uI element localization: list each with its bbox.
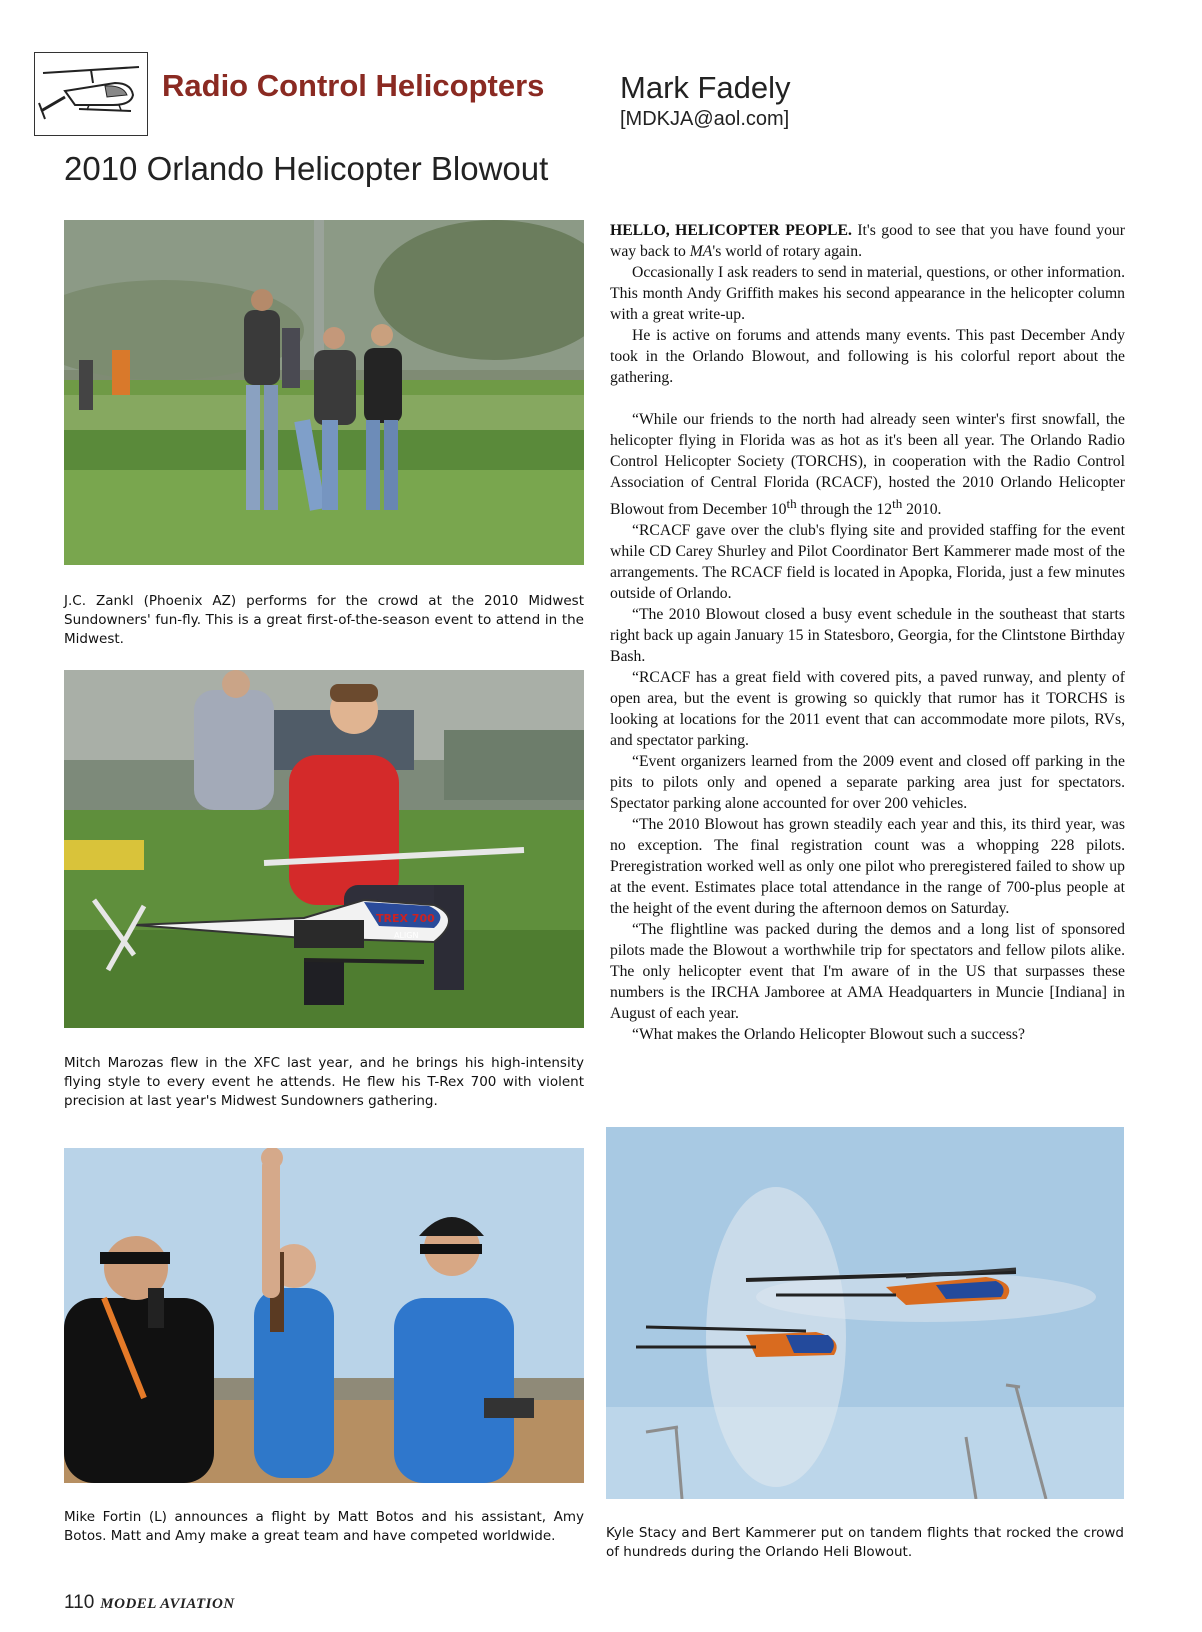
article-body <box>610 220 1125 1045</box>
article-paragraph: “While our friends to the north had already seen winter's first snowfall, the helicopter flying in Florida was as hot as it's been all year. The Orlando Radio Control Helicopter Society (TORCHS), in cooperation with the Radio Control Association of Central Florida (RCACF), hosted the 2010 Orlando Helicopter Blowout from December 10th through the 12th 2010. <box>610 411 1125 519</box>
article-paragraph: Occasionally I ask readers to send in material, questions, or other information. This month Andy Griffith makes his second appearance in the helicopter column with a great write-up. <box>610 264 1125 323</box>
article-paragraph: “RCACF has a great field with covered pits, a paved runway, and plenty of open area, but the event is growing so quickly that rumor has it TORCHS is looking at locations for the 2011 event that can accommodate more pilots, RVs, and spectator parking. <box>610 669 1125 750</box>
caption-photo2: Mitch Marozas flew in the XFC last year, and he brings his high-intensity flying style to every event he attends. He flew his T-Rex 700 with violent precision at last year's Midwest Sundowners gathering. <box>64 1055 584 1109</box>
author-email: [MDKJA@aol.com] <box>620 108 790 130</box>
article-lead: HELLO, HELICOPTER PEOPLE. <box>610 222 852 239</box>
magazine-name: MODEL AVIATION <box>100 1596 235 1612</box>
article-paragraph: “Event organizers learned from the 2009 event and closed off parking in the pits to pilots only and opened a separate parking area just for spectators. Spectator parking alone accounted for over 200 vehicles. <box>610 753 1125 813</box>
caption-photo1: J.C. Zankl (Phoenix AZ) performs for the crowd at the 2010 Midwest Sundowners' fun-fly. This is a great first-of-the-season event to attend in the Midwest. <box>64 593 584 647</box>
article-paragraph: “RCACF gave over the club's flying site and provided staffing for the event while CD Carey Shurley and Pilot Coordinator Bert Kammerer made most of the arrangements. The RCACF field is located in Apopka, Florida, just a few minutes outside of Orlando. <box>610 522 1125 603</box>
photo-tandem-helicopters <box>606 1127 1124 1499</box>
page-number: 110 <box>64 1592 95 1613</box>
page-footer <box>64 1592 235 1614</box>
magazine-abbrev: MA <box>689 243 713 260</box>
photo-announcer-pilots <box>64 1148 584 1483</box>
photo-field-spectators <box>64 220 584 565</box>
column-logo <box>34 52 148 136</box>
article-paragraph: “The 2010 Blowout has grown steadily each year and this, its third year, was no exception. The final registration count was a whopping 228 pilots. Preregistration worked well as only one pilot who preregistered failed to show up at the event. Estimates place total attendance in the range of 700-plus people at the height of the event during the afternoon demos on Saturday. <box>610 816 1125 918</box>
photo-boy-helicopter <box>64 670 584 1028</box>
caption-photo4: Kyle Stacy and Bert Kammerer put on tandem flights that rocked the crowd of hundreds during the Orlando Heli Blowout. <box>606 1525 1124 1560</box>
article-paragraph: “What makes the Orlando Helicopter Blowout such a success? <box>632 1026 1025 1044</box>
helicopter-logo-icon <box>35 53 147 135</box>
author-name: Mark Fadely <box>620 70 791 105</box>
caption-photo3: Mike Fortin (L) announces a flight by Matt Botos and his assistant, Amy Botos. Matt and Amy make a great team and have competed worldwide. <box>64 1509 584 1544</box>
article-paragraph: HELLO, HELICOPTER PEOPLE. It's good to see that you have found your way back to MA's world of rotary again. <box>610 222 1125 260</box>
article-headline: 2010 Orlando Helicopter Blowout <box>64 150 549 187</box>
article-paragraph: “The flightline was packed during the demos and a long list of sponsored pilots made the Blowout a worthwhile trip for spectators and fellow pilots alike. The only helicopter event that I'm aware of in the US that surpasses these numbers is the IRCHA Jamboree at AMA Headquarters in Muncie [Indiana] in August of each year. <box>610 921 1125 1023</box>
article-paragraph: He is active on forums and attends many events. This past December Andy took in the Orlando Blowout, and following is his colorful report about the gathering. <box>610 327 1125 386</box>
article-paragraph: “The 2010 Blowout closed a busy event schedule in the southeast that starts right back up again January 15 in Statesboro, Georgia, for the Clintstone Birthday Bash. <box>610 606 1125 666</box>
column-title: Radio Control Helicopters <box>162 68 545 103</box>
heli-brand-label: ALIGN <box>394 931 419 940</box>
heli-model-label: TREX 700 <box>376 912 435 925</box>
